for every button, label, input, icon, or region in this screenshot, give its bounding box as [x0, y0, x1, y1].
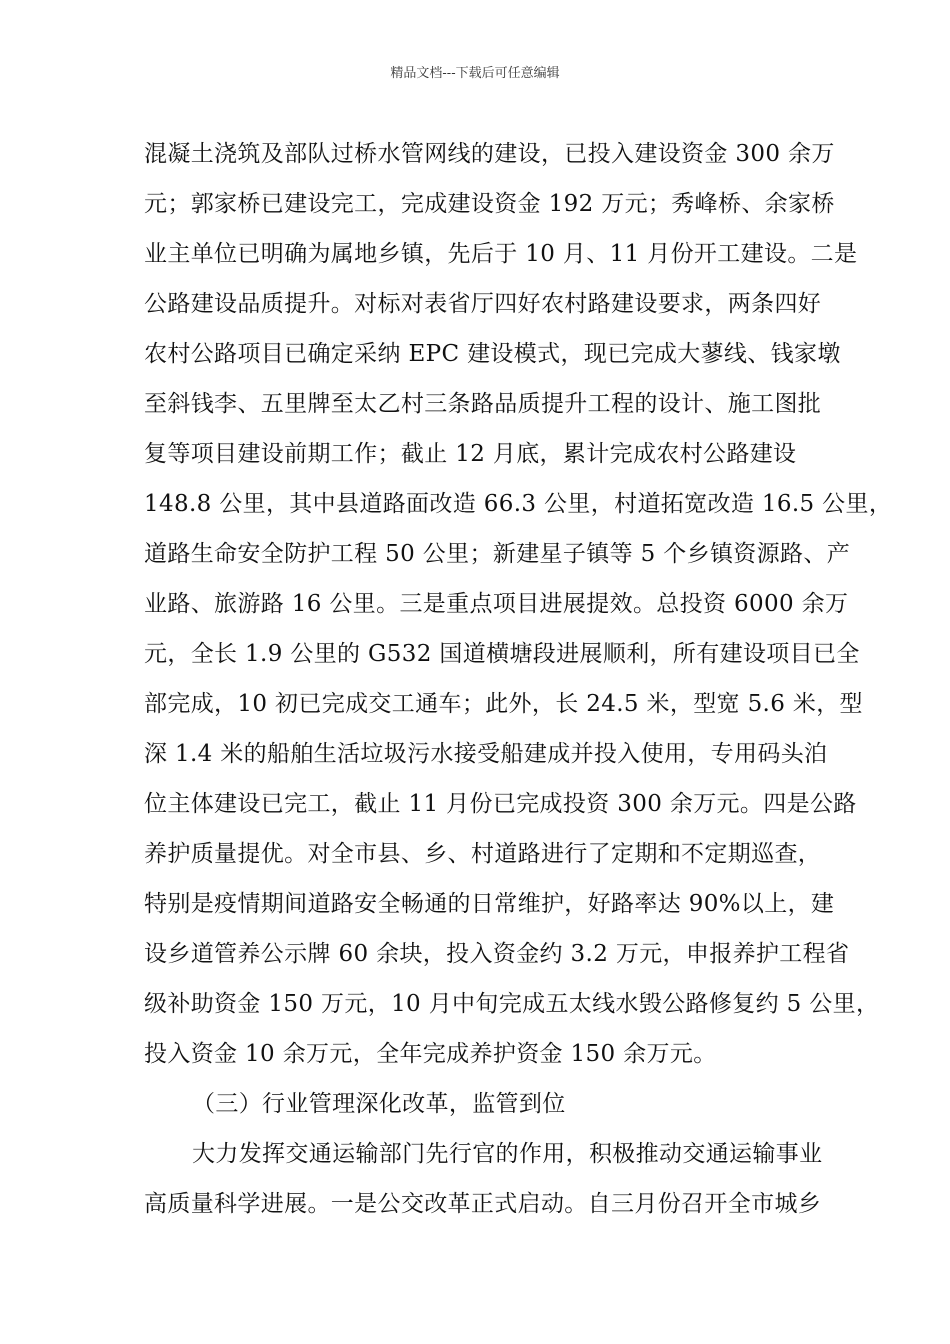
- paragraph-line: 位主体建设已完工，截止 11 月份已完成投资 300 余万元。四是公路: [144, 791, 857, 817]
- paragraph-line: 公路建设品质提升。对标对表省厅四好农村路建设要求，两条四好: [144, 291, 822, 317]
- paragraph-line: 148.8 公里，其中县道路面改造 66.3 公里，村道拓宽改造 16.5 公里，: [144, 491, 893, 517]
- paragraph-line: 元，全长 1.9 公里的 G532 国道横塘段进展顺利，所有建设项目已全: [144, 641, 860, 667]
- paragraph-line: 元；郭家桥已建设完工，完成建设资金 192 万元；秀峰桥、余家桥: [144, 191, 835, 217]
- paragraph-line: 设乡道管养公示牌 60 余块，投入资金约 3.2 万元，申报养护工程省: [144, 941, 850, 967]
- paragraph-line: 农村公路项目已确定采纳 EPC 建设模式，现已完成大蓼线、钱家墩: [144, 341, 841, 367]
- paragraph-line: 投入资金 10 余万元，全年完成养护资金 150 余万元。: [144, 1041, 717, 1067]
- paragraph-line: 业路、旅游路 16 公里。三是重点项目进展提效。总投资 6000 余万: [144, 591, 849, 617]
- paragraph-line: 业主单位已明确为属地乡镇，先后于 10 月、11 月份开工建设。二是: [144, 241, 858, 267]
- paragraph-line: 高质量科学进展。一是公交改革正式启动。自三月份召开全市城乡: [144, 1191, 822, 1217]
- paragraph-line: 养护质量提优。对全市县、乡、村道路进行了定期和不定期巡查，: [144, 841, 822, 867]
- paragraph-line: 复等项目建设前期工作；截止 12 月底，累计完成农村公路建设: [144, 441, 797, 467]
- page-header: 精品文档---下载后可任意编辑: [390, 66, 560, 81]
- paragraph-line: 级补助资金 150 万元，10 月中旬完成五太线水毁公路修复约 5 公里，: [144, 991, 880, 1017]
- paragraph-line: 特别是疫情期间道路安全畅通的日常维护，好路率达 90%以上，建: [144, 891, 835, 917]
- paragraph-line: 深 1.4 米的船舶生活垃圾污水接受船建成并投入使用，专用码头泊: [144, 741, 828, 767]
- paragraph-line: 混凝土浇筑及部队过桥水管网线的建设，已投入建设资金 300 余万: [144, 141, 835, 167]
- paragraph-line: 大力发挥交通运输部门先行官的作用，积极推动交通运输事业: [192, 1141, 823, 1167]
- paragraph-line: 部完成，10 初已完成交工通车；此外，长 24.5 米，型宽 5.6 米，型: [144, 691, 863, 717]
- paragraph-line: 至斜钱李、五里牌至太乙村三条路品质提升工程的设计、施工图批: [144, 391, 822, 417]
- section-heading: （三）行业管理深化改革，监管到位: [192, 1091, 566, 1117]
- paragraph-line: 道路生命安全防护工程 50 公里；新建星子镇等 5 个乡镇资源路、产: [144, 541, 851, 567]
